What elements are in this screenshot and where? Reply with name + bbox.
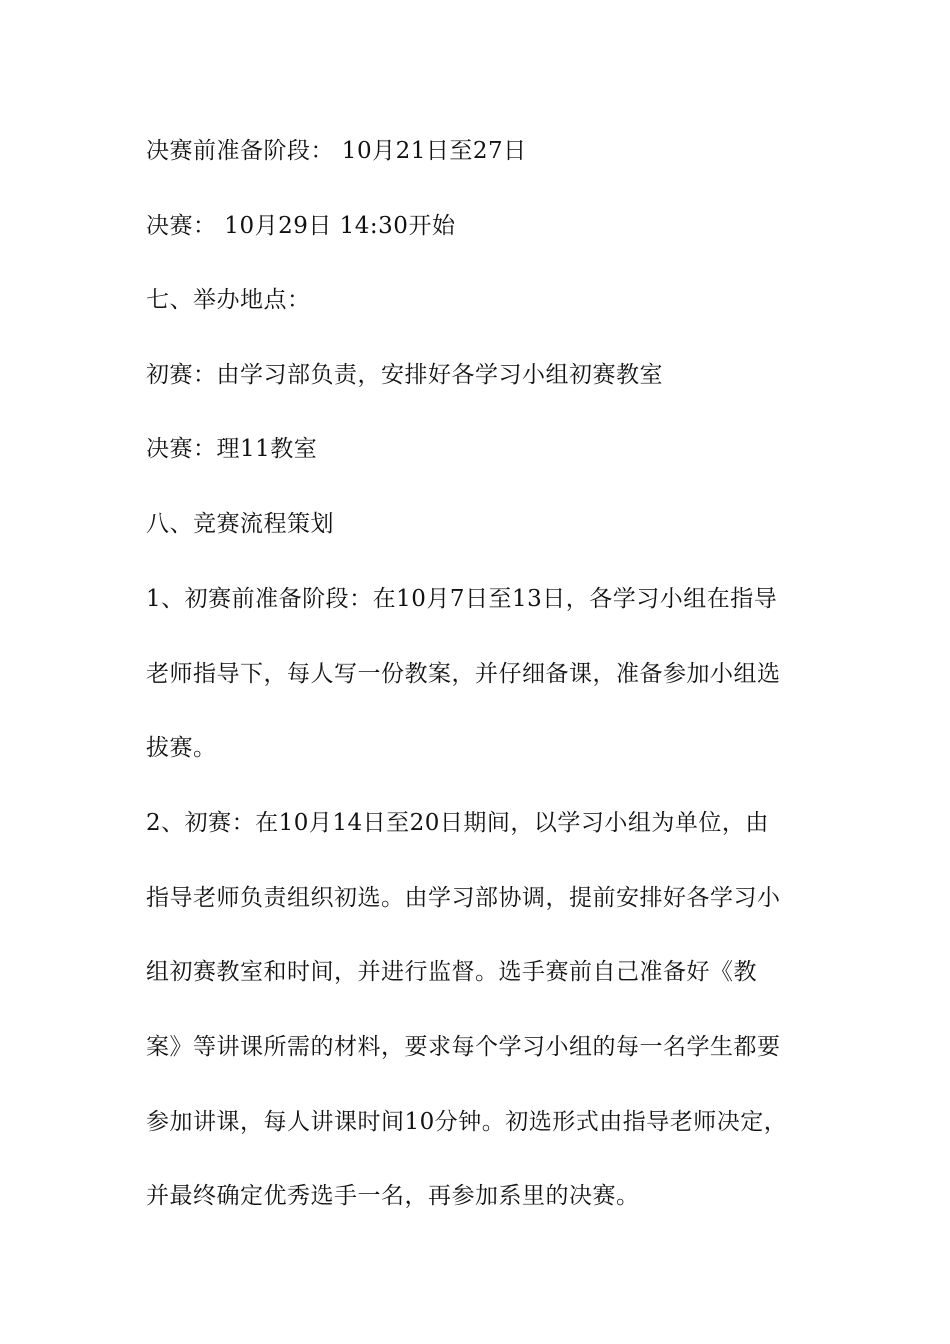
paragraph-line: 组初赛教室和时间，并进行监督。选手赛前自己准备好《教 [146, 959, 757, 985]
section-heading-venue: 七、举办地点： [146, 287, 311, 313]
paragraph-line: 拔赛。 [146, 735, 217, 761]
text-line-final-prep: 决赛前准备阶段： 10月21日至27日 [146, 138, 527, 164]
paragraph-line: 1、初赛前准备阶段：在10月7日至13日，各学习小组在指导 [146, 586, 778, 612]
paragraph-line: 指导老师负责组织初选。由学习部协调，提前安排好各学习小 [146, 885, 781, 911]
paragraph-line: 并最终确定优秀选手一名，再参加系里的决赛。 [146, 1183, 640, 1209]
text-line-prelim-venue: 初赛：由学习部负责，安排好各学习小组初赛教室 [146, 362, 663, 388]
text-line-final-time: 决赛： 10月29日 14:30开始 [146, 213, 456, 239]
paragraph-line: 老师指导下，每人写一份教案，并仔细备课，准备参加小组选 [146, 661, 781, 687]
paragraph-line: 2、初赛：在10月14日至20日期间，以学习小组为单位，由 [146, 810, 769, 836]
paragraph-line: 参加讲课，每人讲课时间10分钟。初选形式由指导老师决定， [146, 1109, 788, 1135]
text-line-final-venue: 决赛：理11教室 [146, 436, 318, 462]
paragraph-line: 案》等讲课所需的材料，要求每个学习小组的每一名学生都要 [146, 1034, 781, 1060]
section-heading-process: 八、竞赛流程策划 [146, 511, 334, 537]
